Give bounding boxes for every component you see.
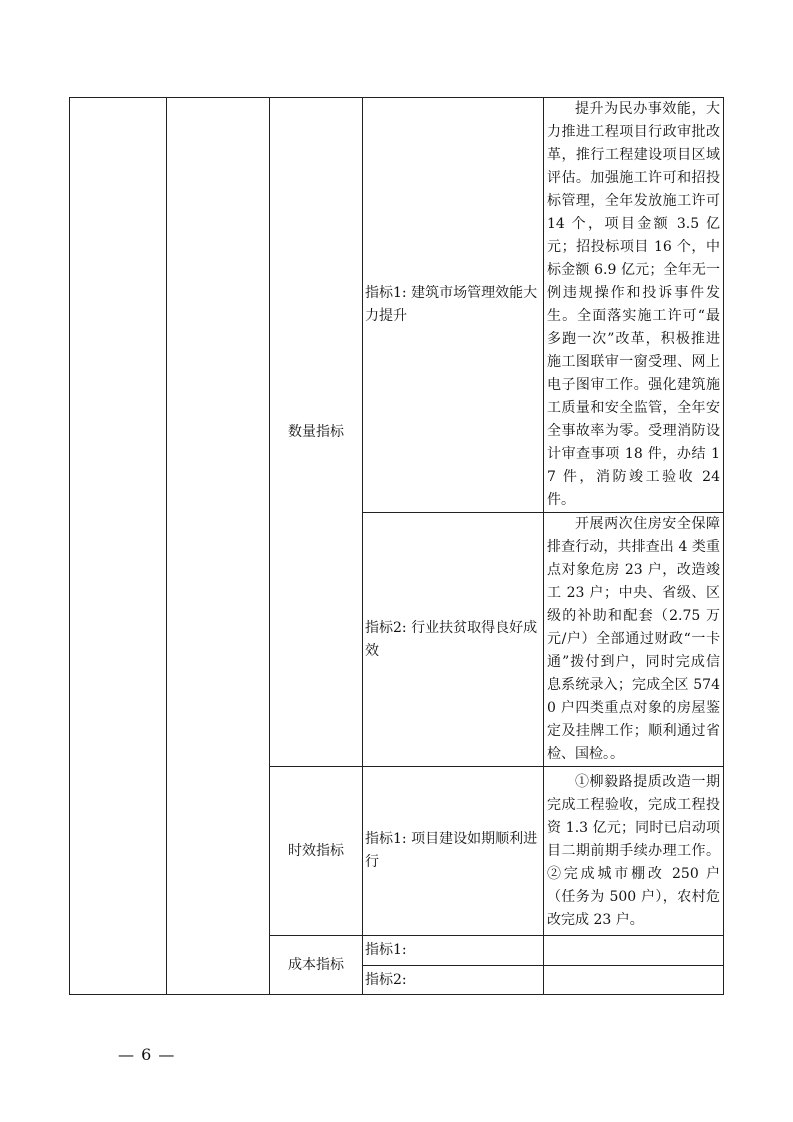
indicator-cell: 指标2: 行业扶贫取得良好成效 [363, 513, 544, 767]
value-cell [544, 513, 724, 767]
value-cell [544, 966, 724, 995]
indicator-cell: 指标1: [363, 936, 544, 966]
indicator-cell: 指标1: 建筑市场管理效能大力提升 [363, 98, 544, 513]
category-cell-quantity: 数量指标 [270, 98, 363, 767]
blank-cell-col2 [167, 98, 270, 995]
category-cell-timeliness: 时效指标 [270, 767, 363, 936]
table-row [70, 98, 724, 513]
page-number: — 6 — [118, 1045, 176, 1064]
value-cell [544, 767, 724, 936]
value-text: ①柳毅路提质改造一期完成工程验收，完成工程投资 1.3 亿元；同时已启动项目二期前期手续办理工作。②完成城市棚改 250 户（任务为 500 户），农村危改完成 23 户。 [547, 773, 720, 928]
value-cell [544, 98, 724, 513]
value-cell [544, 936, 724, 966]
performance-table [69, 97, 724, 995]
indicator-cell: 指标2: [363, 966, 544, 995]
blank-cell-col1 [70, 98, 167, 995]
value-text: 提升为民办事效能，大力推进工程项目行政审批改革，推行工程建设项目区域评估。加强施工许可和招投标管理，全年发放施工许可 14 个，项目金额 3.5 亿元；招投标项目 16 个，中标金额 6.9 亿元；全年无一例违规操作和投诉事件发生。全面落实施工许可“最多跑一次”改革，积极推进施工图联审一窗受理、网上电子图审工作。强化建筑施工质量和安全监管，全年安全事故率为零。受理消防设计审查事项 18 件，办结 17 件，消防竣工验收 24 件。 [547, 101, 720, 508]
indicator-cell: 指标1: 项目建设如期顺利进行 [363, 767, 544, 936]
category-cell-cost: 成本指标 [270, 936, 363, 995]
value-text: 开展两次住房安全保障排查行动，共排查出 4 类重点对象危房 23 户，改造竣工 23 户；中央、省级、区级的补助和配套（2.75 万元/户）全部通过财政“一卡通”拨付到户，同时完成信息系统录入；完成全区 5740 户四类重点对象的房屋鉴定及挂牌工作；顺利通过省检、国检。。 [547, 516, 720, 762]
